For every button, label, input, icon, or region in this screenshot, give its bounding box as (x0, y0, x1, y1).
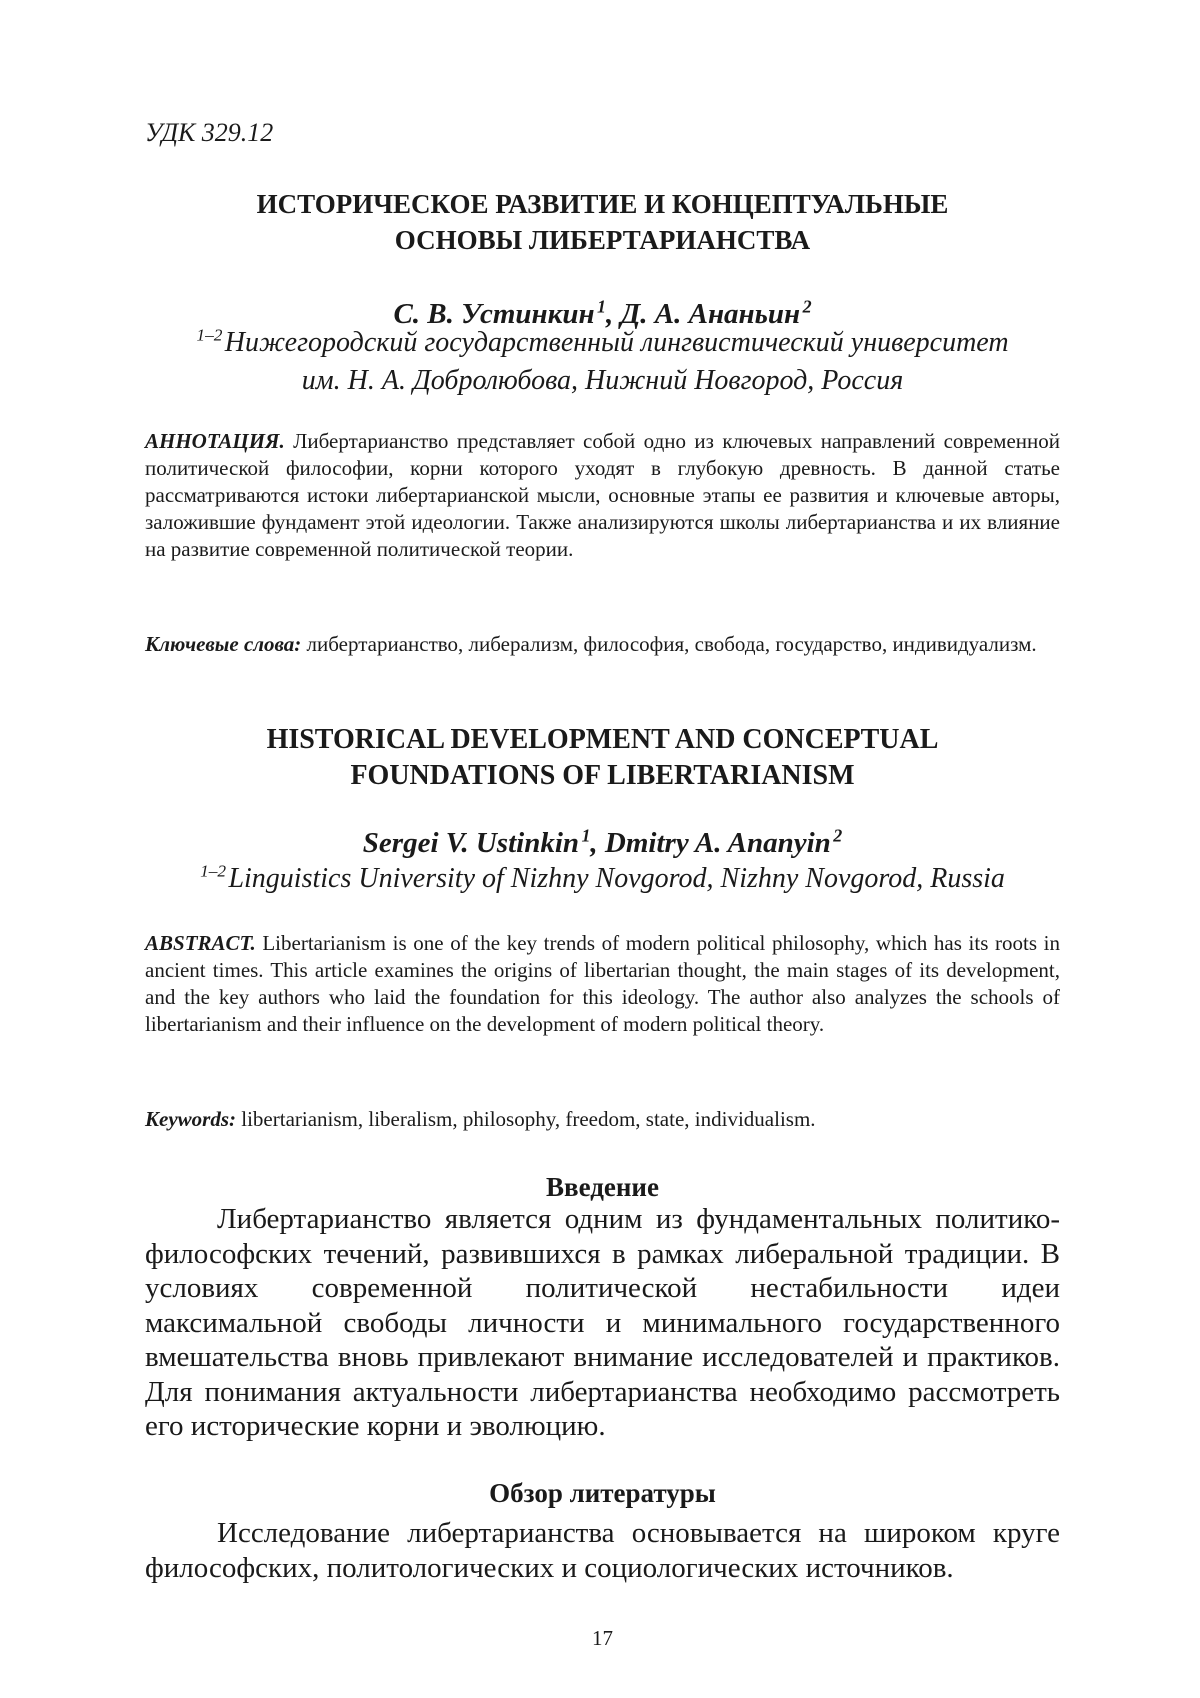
ru-author-2: Д. А. Ананьин (620, 298, 800, 330)
ru-authors: С. В. Устинкин 1, Д. А. Ананьин 2 (145, 298, 1060, 331)
en-affiliation (145, 860, 1060, 898)
ru-affil-line-1 (145, 324, 1060, 362)
en-title-line-2: FOUNDATIONS OF LIBERTARIANISM (145, 758, 1060, 794)
ru-author-1: С. В. Устинкин (393, 298, 594, 330)
ru-keywords-label: Ключевые слова: (145, 632, 301, 656)
en-abstract-label: ABSTRACT. (145, 931, 256, 955)
review-heading: Обзор литературы (145, 1478, 1060, 1509)
ru-abstract-label: АННОТАЦИЯ. (145, 429, 285, 453)
review-paragraph: Исследование либертарианства основывается на широком круге философских, политологических и социологических источников. (145, 1516, 1060, 1585)
en-title-line-1: HISTORICAL DEVELOPMENT AND CONCEPTUAL (145, 722, 1060, 758)
en-keywords-text: libertarianism, liberalism, philosophy, freedom, state, individualism. (241, 1107, 815, 1131)
en-author-1: Sergei V. Ustinkin (363, 827, 579, 859)
intro-heading: Введение (145, 1172, 1060, 1203)
ru-affil-text-1: Нижегородский государственный лингвистический университет (225, 327, 1009, 358)
ru-keywords (145, 631, 1060, 658)
en-article-title (145, 722, 1060, 794)
ru-abstract (145, 428, 1060, 563)
en-author-1-sup: 1 (581, 825, 590, 845)
en-keywords-label: Keywords: (145, 1107, 236, 1131)
ru-title-line-2: ОСНОВЫ ЛИБЕРТАРИАНСТВА (145, 222, 1060, 258)
en-keywords (145, 1106, 1060, 1133)
en-author-2: Dmitry A. Ananyin (605, 827, 831, 859)
en-authors: Sergei V. Ustinkin 1, Dmitry A. Ananyin 2 (145, 827, 1060, 860)
ru-title-line-1: ИСТОРИЧЕСКОЕ РАЗВИТИЕ И КОНЦЕПТУАЛЬНЫЕ (145, 186, 1060, 222)
en-abstract (145, 930, 1060, 1038)
en-affil-line-1 (145, 860, 1060, 898)
en-author-2-sup: 2 (833, 825, 842, 845)
en-affil-text-1: Linguistics University of Nizhny Novgorod, Nizhny Novgorod, Russia (228, 863, 1004, 894)
ru-article-title (145, 186, 1060, 258)
ru-affil-sup: 1–2 (196, 326, 222, 345)
paper-page (0, 0, 1200, 1698)
ru-affil-line-2: им. Н. А. Добролюбова, Нижний Новгород, Россия (145, 362, 1060, 400)
ru-keywords-text: либертарианство, либерализм, философия, свобода, государство, индивидуализм. (307, 632, 1037, 656)
page-number: 17 (145, 1626, 1060, 1651)
ru-affiliation (145, 324, 1060, 400)
en-abstract-text: Libertarianism is one of the key trends of modern political philosophy, which has its roots in ancient times. This article examines the origins of libertarian thought, the main stages of its development, and the key authors who laid the foundation for this ideology. The author also analyzes the schools of libertarianism and their influence on the development of modern political theory. (145, 931, 1060, 1036)
ru-author-1-sup: 1 (597, 296, 606, 316)
ru-abstract-text: Либертарианство представляет собой одно из ключевых направлений современной политической философии, корни которого уходят в глубокую древность. В данной статье рассматриваются истоки либертарианской мысли, основные этапы ее развития и ключевые авторы, заложившие фундамент этой идеологии. Также анализируются школы либертарианства и их влияние на развитие современной политической теории. (145, 429, 1060, 561)
udk-code: УДК 329.12 (145, 118, 273, 148)
ru-author-2-sup: 2 (803, 296, 812, 316)
intro-paragraph: Либертарианство является одним из фундаментальных политико-философских течений, развившихся в рамках либеральной традиции. В условиях современной политической нестабильности идеи максимальной свободы личности и минимального государственного вмешательства вновь привлекают внимание исследователей и практиков. Для понимания актуальности либертарианства необходимо рассмотреть его исторические корни и эволюцию. (145, 1202, 1060, 1444)
en-affil-sup: 1–2 (200, 862, 226, 881)
